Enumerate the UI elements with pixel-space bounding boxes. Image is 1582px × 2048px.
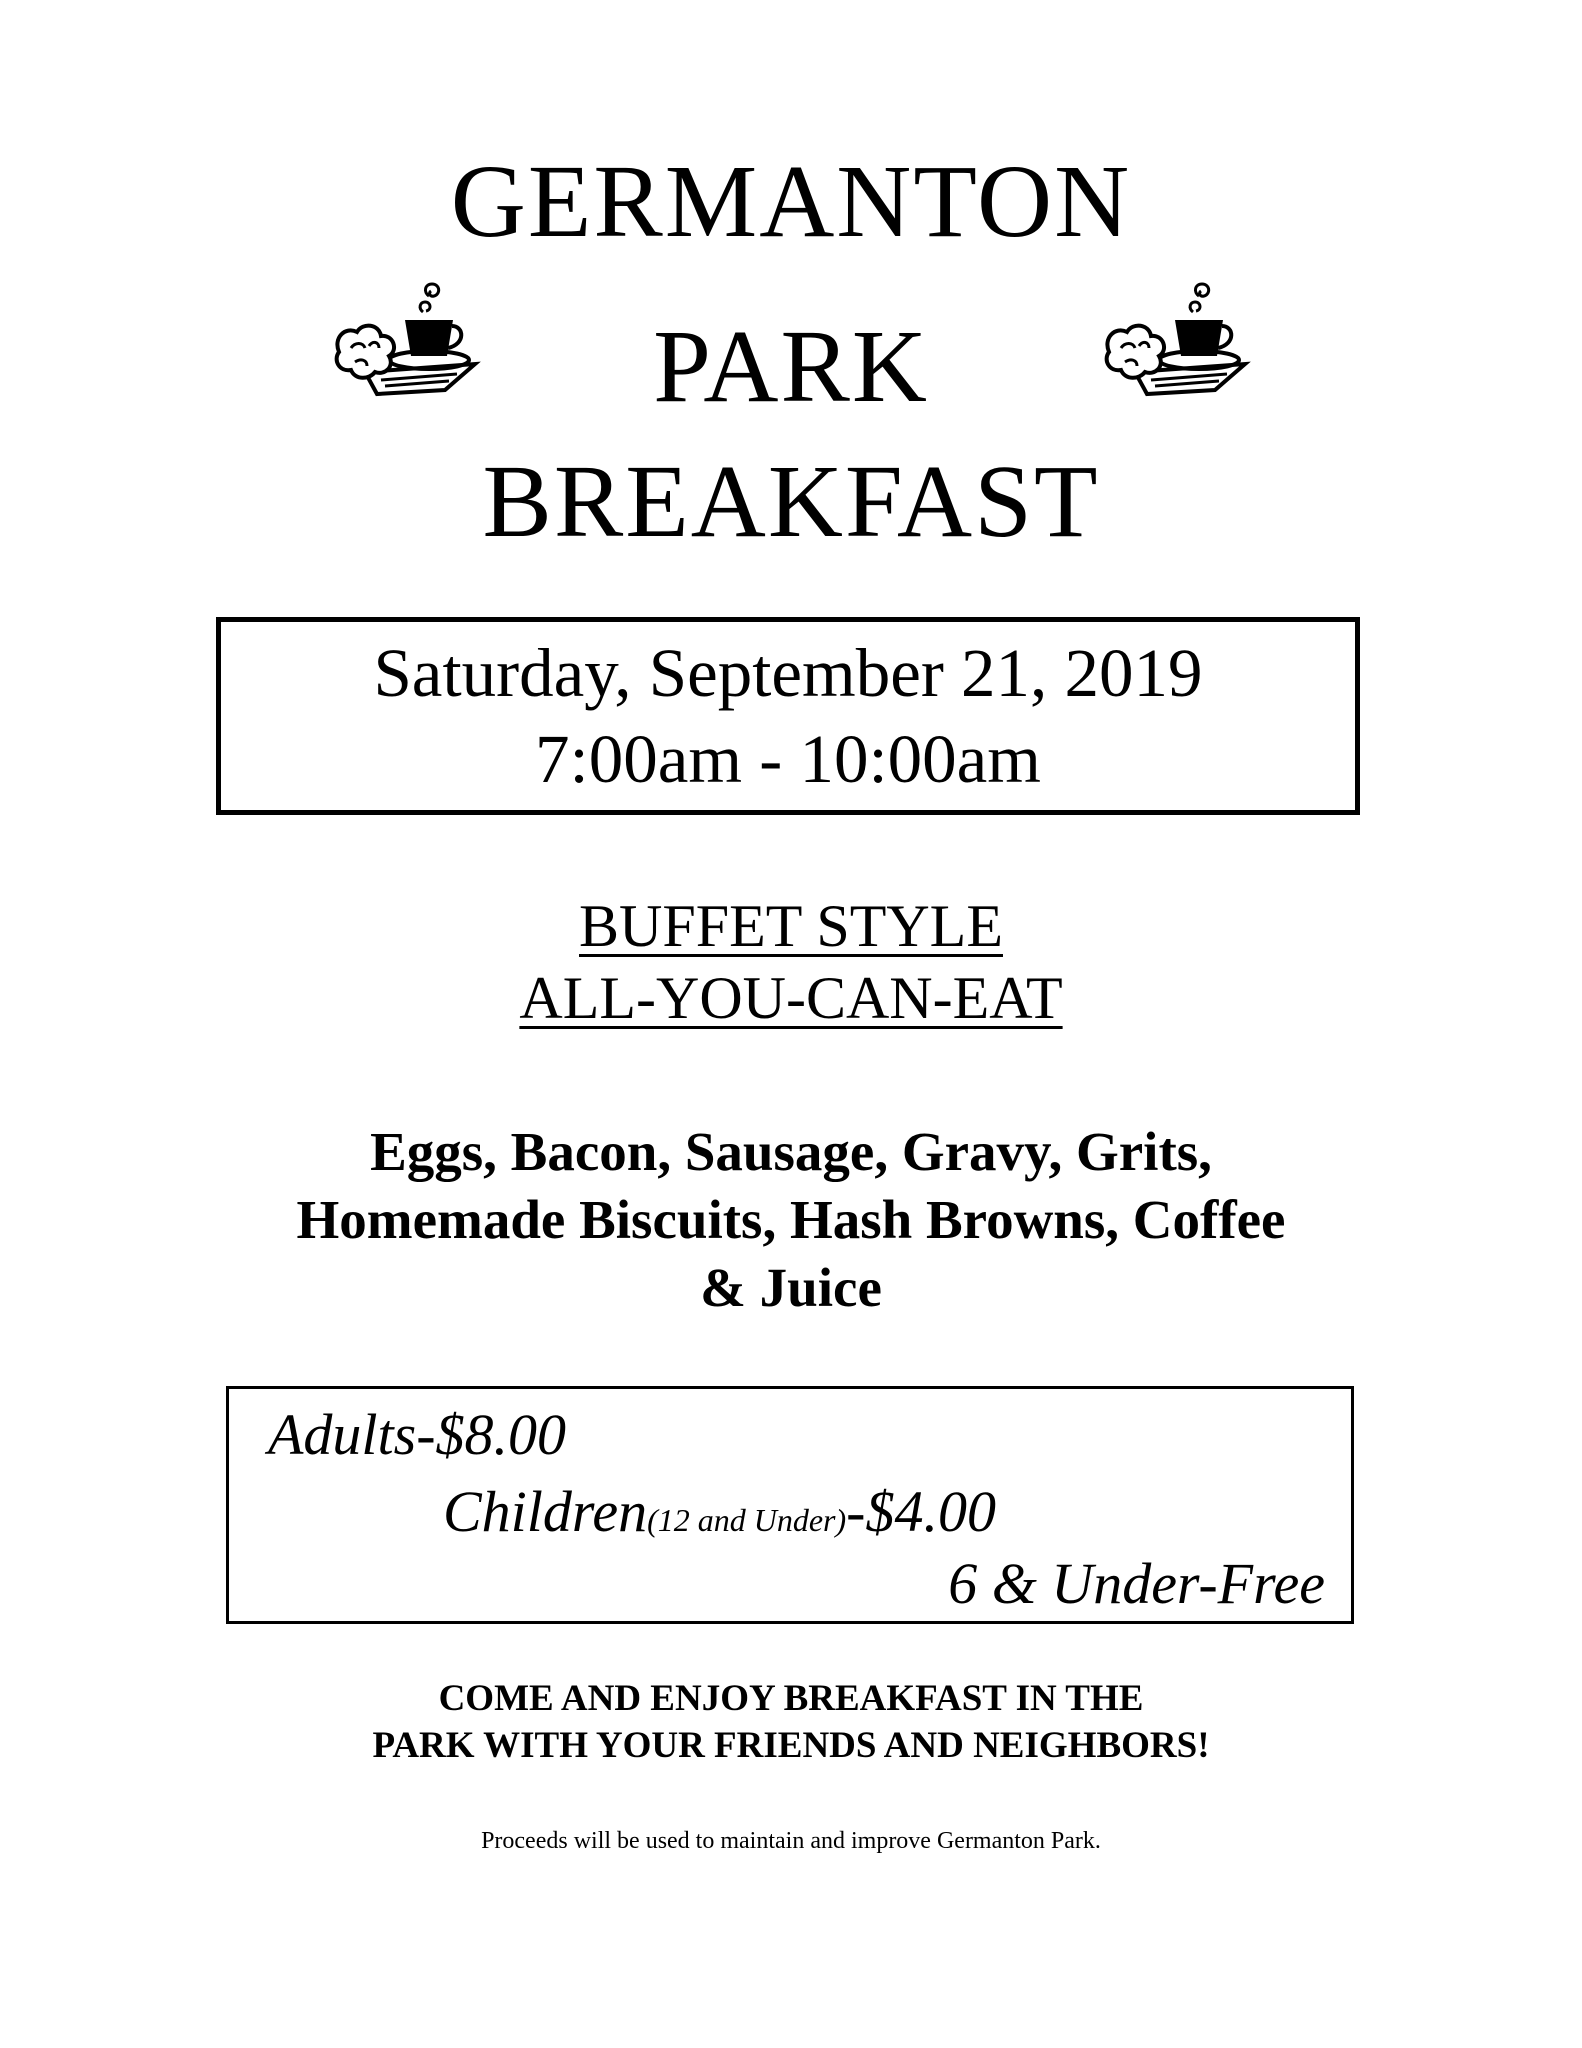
menu-line: Eggs, Bacon, Sausage, Gravy, Grits, <box>370 1121 1212 1182</box>
menu-line: & Juice <box>700 1257 882 1318</box>
event-date: Saturday, September 21, 2019 <box>373 635 1203 711</box>
event-time: 7:00am - 10:00am <box>535 721 1041 797</box>
children-price-value: -$4.00 <box>846 1479 996 1544</box>
title-line-park: PARK <box>653 309 929 424</box>
free-admission-note: 6 & Under-Free <box>948 1551 1325 1616</box>
proceeds-note: Proceeds will be used to maintain and improve Germanton Park. <box>481 1828 1101 1854</box>
invite-line: PARK WITH YOUR FRIENDS AND NEIGHBORS! <box>372 1725 1210 1766</box>
invite-line: COME AND ENJOY BREAKFAST IN THE <box>438 1678 1144 1719</box>
price-box <box>226 1386 1354 1624</box>
coffee-cup-biscuits-icon <box>325 268 485 398</box>
buffet-style-heading <box>0 893 1582 959</box>
event-date-box <box>216 617 1360 815</box>
buffet-style-text: BUFFET STYLE <box>579 893 1003 959</box>
all-you-can-eat-text: ALL-YOU-CAN-EAT <box>519 965 1063 1031</box>
children-label: Children <box>443 1479 648 1544</box>
coffee-cup-biscuits-icon <box>1095 268 1255 398</box>
menu-line: Homemade Biscuits, Hash Browns, Coffee <box>296 1189 1286 1250</box>
children-price <box>443 1479 996 1544</box>
all-you-can-eat-heading <box>0 965 1582 1031</box>
title-line-breakfast: BREAKFAST <box>482 444 1100 559</box>
title-line-germanton: GERMANTON <box>450 144 1132 259</box>
adult-price: Adults-$8.00 <box>268 1402 567 1467</box>
children-age-note: (12 and Under) <box>647 1502 847 1538</box>
